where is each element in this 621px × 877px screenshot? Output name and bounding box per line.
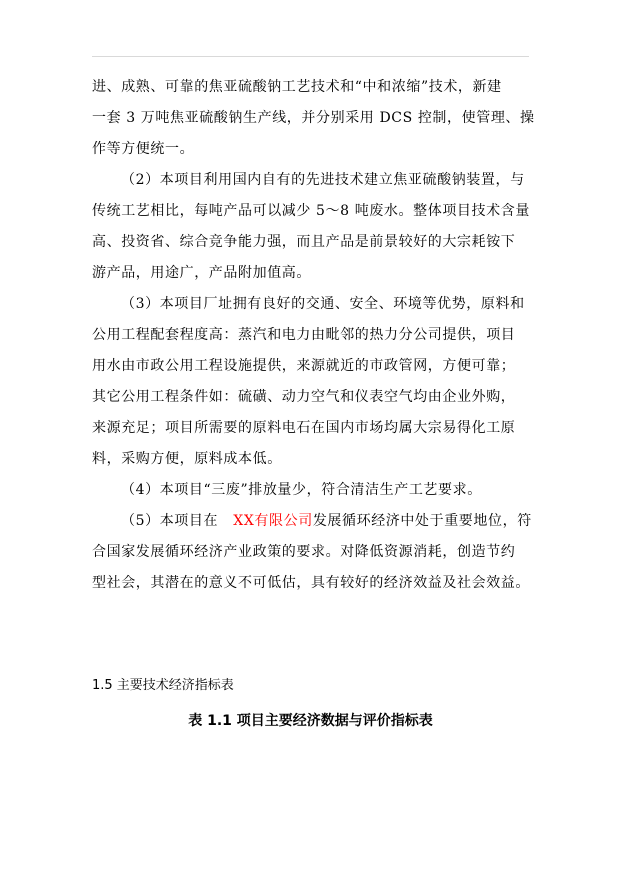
- paragraph-5-line-2: 合国家发展循环经济产业政策的要求。对降低资源消耗，创造节约: [92, 544, 516, 560]
- paragraph-2-line-3: 高、投资省、综合竞争能力强，而且产品是前景较好的大宗耗铵下: [92, 234, 516, 250]
- company-name-highlight: XX有限公司: [233, 513, 313, 529]
- table-caption: 表 1.1 项目主要经济数据与评价指标表: [188, 713, 433, 729]
- paragraph-2-line-1: （2）本项目利用国内自有的先进技术建立焦亚硫酸钠装置，与: [121, 172, 525, 188]
- paragraph-3-line-5: 来源充足；项目所需要的原料电石在国内市场均属大宗易得化工原: [92, 420, 516, 436]
- body-text: [92, 72, 535, 599]
- paragraph-3-line-3: 用水由市政公用工程设施提供，来源就近的市政管网，方便可靠；: [92, 358, 516, 374]
- paragraph-3-line-6: 料，采购方便，原料成本低。: [92, 451, 282, 467]
- paragraph-1-line-2: 一套 3 万吨焦亚硫酸钠生产线，并分别采用 DCS 控制，使管理、操: [92, 110, 535, 126]
- paragraph-2-line-2: 传统工艺相比，每吨产品可以减少 5～8 吨废水。整体项目技术含量: [92, 203, 530, 219]
- paragraph-5-line-1: [92, 506, 532, 537]
- paragraph-1-line-3: 作等方便统一。: [92, 141, 195, 157]
- paragraph-3-line-4: 其它公用工程条件如：硫磺、动力空气和仪表空气均由企业外购，: [92, 389, 516, 405]
- paragraph-5-suffix: 发展循环经济中处于重要地位，符: [312, 513, 532, 529]
- paragraph-3-line-1: （3）本项目厂址拥有良好的交通、安全、环境等优势，原料和: [121, 296, 525, 312]
- paragraph-5-prefix: （5）本项目在: [121, 513, 219, 529]
- section-heading: 1.5 主要技术经济指标表: [92, 678, 234, 693]
- header-rule: [92, 56, 529, 57]
- paragraph-3-line-2: 公用工程配套程度高：蒸汽和电力由毗邻的热力分公司提供，项目: [92, 327, 516, 343]
- paragraph-4-line-1: （4）本项目“三废”排放量少，符合清洁生产工艺要求。: [121, 482, 482, 498]
- paragraph-2-line-4: 游产品，用途广，产品附加值高。: [92, 265, 311, 281]
- paragraph-1-line-1: 进、成熟、可靠的焦亚硫酸钠工艺技术和“中和浓缩”技术，新建: [92, 79, 502, 95]
- paragraph-5-line-3: 型社会，其潜在的意义不可低估，具有较好的经济效益及社会效益。: [92, 575, 530, 591]
